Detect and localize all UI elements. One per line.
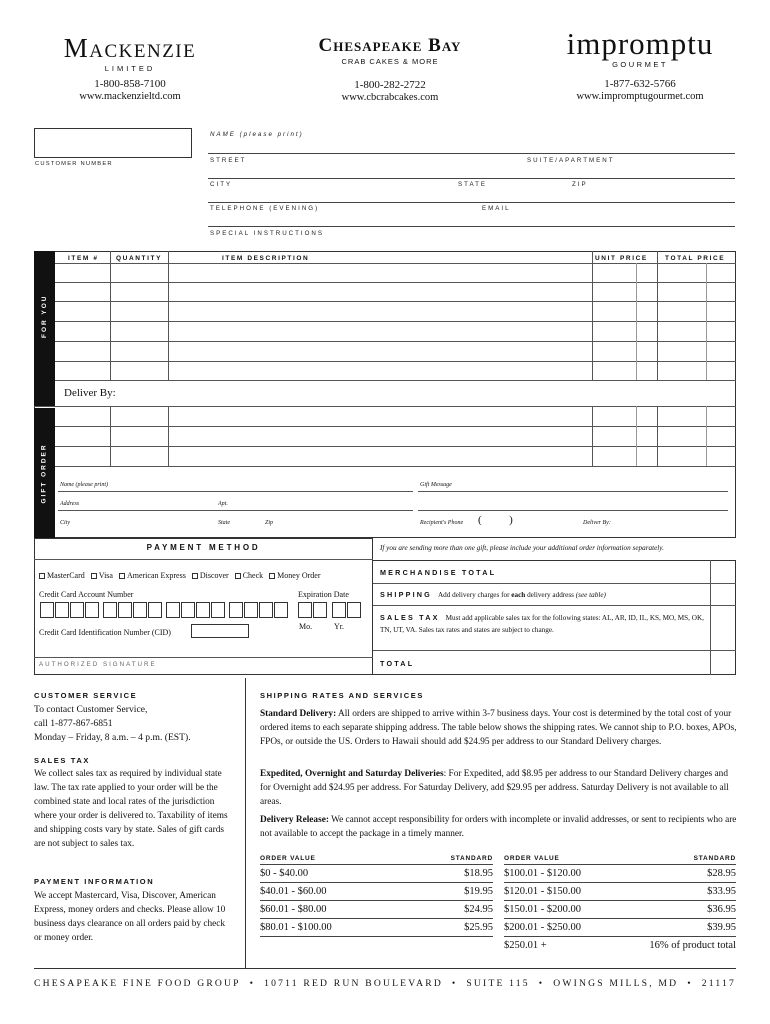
delivery-release-body: We cannot accept responsibility for orders with incomplete or invalid addresses, or sent to recipients who are not available to accept the package in a timely manner. <box>260 815 737 839</box>
order-row[interactable] <box>55 321 736 322</box>
brand-impromptu-url[interactable]: www.impromptugourmet.com <box>576 91 704 102</box>
rate-price: $28.95 <box>707 868 736 879</box>
rates-right-row <box>504 883 736 901</box>
rate-range: $250.01 + <box>504 940 547 951</box>
rate-price: $24.95 <box>464 904 493 915</box>
mastercard-label: MasterCard <box>47 571 85 580</box>
rate-range: $150.01 - $200.00 <box>504 904 581 915</box>
footer-bullet: • <box>538 978 545 989</box>
sales-tax-label: SALES TAX <box>380 613 440 622</box>
rates-right-row <box>504 919 736 937</box>
merchandise-total-label: MERCHANDISE TOTAL <box>380 568 497 577</box>
city-label: CITY <box>210 181 233 188</box>
state-label: STATE <box>458 181 488 188</box>
brand-mackenzie-name: Mackenzie <box>63 33 197 63</box>
gift-apt-label: Apt. <box>218 501 228 507</box>
brand-chesapeake <box>280 36 500 103</box>
rate-range: $60.01 - $80.00 <box>260 904 327 915</box>
discover-label: Discover <box>199 571 229 580</box>
customer-number-label: CUSTOMER NUMBER <box>35 161 113 167</box>
footer-street: 10711 RED RUN BOULEVARD <box>264 978 443 989</box>
gift-state-label: State <box>218 520 230 526</box>
visa-label: Visa <box>98 571 113 580</box>
rate-range: $200.01 - $250.00 <box>504 922 581 933</box>
multi-gift-note: If you are sending more than one gift, please include your additional order information separately. <box>380 544 664 552</box>
shipping-text-b: each <box>511 591 526 599</box>
exp-year-label: Yr. <box>334 622 344 631</box>
sales-tax-row <box>380 612 706 636</box>
brand-chesapeake-phone: 1-800-282-2722 <box>354 79 426 91</box>
gift-phone-parens[interactable]: ( ) <box>478 514 513 526</box>
standard-delivery-label: Standard Delivery: <box>260 709 337 719</box>
amex-label: American Express <box>126 571 186 580</box>
gift-message-field[interactable] <box>418 491 728 492</box>
check-checkbox[interactable] <box>235 571 263 580</box>
col-quantity: QUANTITY <box>116 255 163 262</box>
footer-suite: SUITE 115 <box>466 978 530 989</box>
rate-price: $25.95 <box>464 922 493 933</box>
brand-chesapeake-url[interactable]: www.cbcrabcakes.com <box>341 92 439 103</box>
rates-left-row <box>260 919 493 937</box>
order-row[interactable] <box>55 301 736 302</box>
footer-address <box>34 978 736 989</box>
payment-info-body: We accept Mastercard, Visa, Discover, American Express, money orders and checks. Please allow 10 business days clearance on all orders paid by check or money order. <box>34 891 226 943</box>
gift-order-row[interactable] <box>55 426 736 427</box>
rates-left-col-value: ORDER VALUE <box>260 855 316 862</box>
footer-bullet: • <box>451 978 458 989</box>
brand-impromptu-name: impromptu <box>566 26 714 61</box>
shipping-text-c: delivery address <box>525 591 576 599</box>
phone-label: TELEPHONE (EVENING) <box>210 205 320 212</box>
rates-left <box>260 855 493 937</box>
name-label: NAME (please print) <box>210 131 304 138</box>
footer-company: CHESAPEAKE FINE FOOD GROUP <box>34 978 241 989</box>
delivery-release-label: Delivery Release: <box>260 815 329 825</box>
money-order-label: Money Order <box>277 571 321 580</box>
cid-field[interactable] <box>191 624 249 638</box>
delivery-release-text <box>260 813 738 841</box>
instructions-label: SPECIAL INSTRUCTIONS <box>210 230 325 237</box>
rate-range: $120.01 - $150.00 <box>504 886 581 897</box>
customer-service-line: To contact Customer Service, <box>34 704 148 715</box>
gift-address-label: Address <box>60 501 80 507</box>
brand-impromptu-sub: GOURMET <box>612 60 668 69</box>
shipping-text-a: Add delivery charges for <box>437 591 512 599</box>
col-total-price: TOTAL PRICE <box>665 255 726 262</box>
brand-mackenzie <box>40 34 220 102</box>
rates-right <box>504 855 736 955</box>
rates-right-row <box>504 865 736 883</box>
gift-city-label: City <box>60 520 70 526</box>
rate-price: $18.95 <box>464 868 493 879</box>
rates-right-col-value: ORDER VALUE <box>504 855 560 862</box>
rate-price: 16% of product total <box>649 940 736 951</box>
name-field[interactable] <box>208 153 735 154</box>
rates-left-row <box>260 901 493 919</box>
total-label: TOTAL <box>380 659 415 668</box>
customer-number-field[interactable] <box>34 128 192 158</box>
col-unit-price: UNIT PRICE <box>595 255 648 262</box>
rate-range: $0 - $40.00 <box>260 868 309 879</box>
signature-label: AUTHORIZED SIGNATURE <box>39 661 157 668</box>
brand-chesapeake-name: Chesapeake Bay <box>318 35 462 56</box>
order-row[interactable] <box>55 341 736 342</box>
discover-checkbox[interactable] <box>192 571 229 580</box>
rates-left-row <box>260 883 493 901</box>
suite-label: SUITE/APARTMENT <box>527 157 615 164</box>
gift-address-field[interactable] <box>58 510 413 511</box>
check-label: Check <box>242 571 264 580</box>
sales-tax-title: SALES TAX <box>34 756 90 765</box>
footer-bullet: • <box>687 978 693 989</box>
shipping-text-d: (see table) <box>575 591 606 599</box>
visa-checkbox[interactable] <box>91 571 113 580</box>
exp-date-label: Expiration Date <box>298 590 349 599</box>
rate-price: $33.95 <box>707 886 736 897</box>
rates-left-row <box>260 865 493 883</box>
rate-price: $39.95 <box>707 922 736 933</box>
exp-month-label: Mo. <box>299 622 313 631</box>
payment-methods <box>39 571 320 580</box>
brand-mackenzie-sub: LIMITED <box>104 64 156 73</box>
brand-chesapeake-sub: CRAB CAKES & MORE <box>341 57 439 66</box>
brand-mackenzie-phone: 1-800-858-7100 <box>94 78 166 90</box>
sales-tax-text: Must add applicable sales tax for the following states: AL, AR, ID, IL, KS, MO, MS, OK, TN, UT, VA. Sales tax rates and states are subject to change. <box>380 614 704 634</box>
rates-right-col-standard: STANDARD <box>693 855 736 862</box>
sales-tax-body: We collect sales tax as required by individual state law. The tax rate applied to your order will be the combined state and local rates of the jurisdiction where your order is delivered to. Taxability of items and shipping costs vary by state. Sales of gift cards are not subject to sales tax. <box>34 769 228 849</box>
email-label: EMAIL <box>482 205 511 212</box>
for-you-label: FOR YOU <box>41 294 48 338</box>
rate-range: $100.01 - $120.00 <box>504 868 581 879</box>
money-order-checkbox[interactable] <box>269 571 320 580</box>
deliver-by-label: Deliver By: <box>64 387 116 399</box>
brand-impromptu-phone: 1-877-632-5766 <box>604 78 676 90</box>
rate-price: $36.95 <box>707 904 736 915</box>
city-field[interactable] <box>208 202 735 203</box>
gift-name-field[interactable] <box>58 491 413 492</box>
expedited-body: : For Expedited, add $8.95 per address to our Standard Delivery charges and for Overnight add $24.95 per address. For Saturday Delivery, add $29.95 per address. Saturday Delivery is not available to all areas. <box>260 769 729 807</box>
col-description: ITEM DESCRIPTION <box>222 255 310 262</box>
gift-order-row[interactable] <box>55 446 736 447</box>
gift-deliver-by-label: Deliver By: <box>583 520 611 526</box>
order-row[interactable] <box>55 361 736 362</box>
footer-city: OWINGS MILLS, MD <box>553 978 679 989</box>
shipping-rates-title: SHIPPING RATES AND SERVICES <box>260 691 424 700</box>
expedited-label: Expedited, Overnight and Saturday Deliveries <box>260 769 444 779</box>
rates-right-row <box>504 901 736 919</box>
customer-service-hours: Monday – Friday, 8 a.m. – 4 p.m. (EST). <box>34 732 191 743</box>
rate-price: $19.95 <box>464 886 493 897</box>
amex-checkbox[interactable] <box>119 571 186 580</box>
street-field[interactable] <box>208 178 735 179</box>
cid-label: Credit Card Identification Number (CID) <box>39 628 171 637</box>
customer-service-title: CUSTOMER SERVICE <box>34 691 138 700</box>
brand-mackenzie-url[interactable]: www.mackenzieltd.com <box>79 91 181 102</box>
gift-message-label: Gift Message <box>420 482 452 488</box>
gift-order-label: GIFT ORDER <box>40 443 48 504</box>
rates-right-row <box>504 937 736 955</box>
standard-delivery-text <box>260 707 738 749</box>
phone-field[interactable] <box>208 226 735 227</box>
gift-zip-label: Zip <box>265 520 274 526</box>
cc-number-label: Credit Card Account Number <box>39 590 134 599</box>
street-label: STREET <box>210 157 247 164</box>
rates-left-col-standard: STANDARD <box>450 855 493 862</box>
order-table <box>34 251 736 538</box>
shipping-label: SHIPPING <box>380 590 432 599</box>
payment-title: PAYMENT METHOD <box>146 543 261 552</box>
footer-bullet: • <box>249 978 256 989</box>
brand-impromptu <box>540 28 740 102</box>
col-item: ITEM # <box>68 255 99 262</box>
rate-range: $40.01 - $60.00 <box>260 886 327 897</box>
footer-zip: 21117 <box>701 978 736 989</box>
gift-name-label: Name (please print) <box>60 482 108 488</box>
gift-recipient-phone-label: Recipient's Phone <box>420 520 464 526</box>
expedited-text <box>260 767 738 809</box>
order-row[interactable] <box>55 282 736 283</box>
mastercard-checkbox[interactable] <box>39 571 85 580</box>
standard-delivery-body: All orders are shipped to arrive within 3-7 business days. Your cost is determined by the total cost of your ordered items to each separate shipping address. The table below shows the shipping rates. We cannot ship to P.O. boxes, APOs, FPOs, or outside the US. Orders to Hawaii should add $24.95 per address to our Standard Delivery charges. <box>260 709 737 747</box>
customer-service-phone[interactable]: call 1-877-867-6851 <box>34 718 113 729</box>
zip-label: ZIP <box>572 181 588 188</box>
rate-range: $80.01 - $100.00 <box>260 922 332 933</box>
shipping-row <box>380 590 606 599</box>
customer-service-body <box>34 703 191 745</box>
payment-info-title: PAYMENT INFORMATION <box>34 877 155 886</box>
